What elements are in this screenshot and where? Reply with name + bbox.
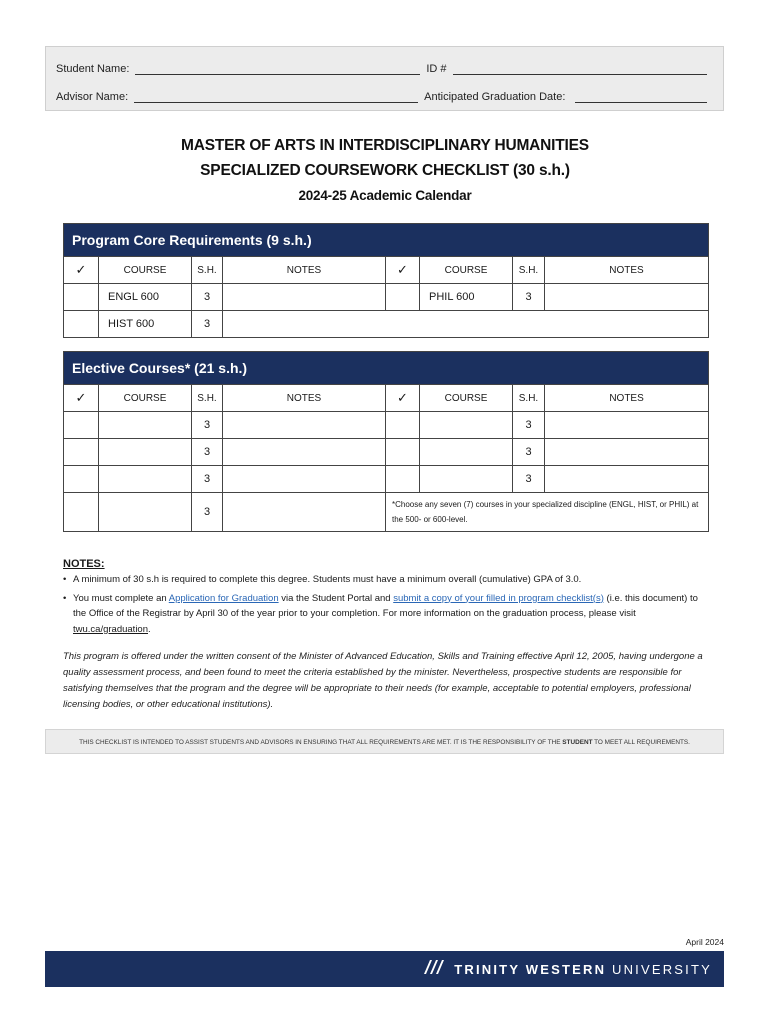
- sh-cell: 3: [192, 412, 223, 439]
- check-cell[interactable]: [64, 439, 99, 466]
- twu-logo-icon: [422, 957, 448, 982]
- check-cell[interactable]: [386, 284, 420, 311]
- course-cell: ENGL 600: [99, 284, 192, 311]
- note-text: (i.e. this document) to the Office of the Registrar by April 30 of the year prior to your completion. For more information on the graduation process, please visit: [73, 592, 698, 619]
- course-column-header: COURSE: [99, 385, 192, 412]
- course-cell[interactable]: [420, 412, 513, 439]
- page-title: MASTER OF ARTS IN INTERDISCIPLINARY HUMANITIES: [181, 137, 589, 154]
- check-column-header: ✓: [386, 257, 420, 284]
- list-item: • A minimum of 30 s.h is required to complete this degree. Students must have a minimum overall (cumulative) GPA of 3.0.: [63, 572, 713, 588]
- check-cell[interactable]: [64, 493, 99, 532]
- course-cell[interactable]: [99, 466, 192, 493]
- id-field[interactable]: [453, 64, 707, 75]
- submit-checklist-link[interactable]: submit a copy of your filled in program checklist(s): [393, 592, 604, 604]
- sh-cell: 3: [513, 284, 545, 311]
- check-cell[interactable]: [386, 466, 420, 493]
- check-cell[interactable]: [386, 439, 420, 466]
- university-name-light: UNIVERSITY: [611, 961, 712, 977]
- course-cell[interactable]: [420, 439, 513, 466]
- notes-cell[interactable]: [223, 466, 386, 493]
- notes-cell[interactable]: [223, 412, 386, 439]
- academic-calendar: 2024-25 Academic Calendar: [298, 188, 472, 203]
- table-row: [64, 284, 709, 311]
- sh-cell: 3: [192, 284, 223, 311]
- notes-cell[interactable]: [545, 284, 709, 311]
- university-logo: [422, 951, 712, 987]
- elective-header-row: [64, 385, 709, 412]
- sh-column-header: S.H.: [513, 257, 545, 284]
- check-cell[interactable]: [64, 412, 99, 439]
- course-column-header: COURSE: [99, 257, 192, 284]
- advisor-name-label: Advisor Name:: [56, 91, 129, 103]
- table-row: [64, 466, 709, 493]
- student-name-label: Student Name:: [56, 63, 130, 75]
- revision-date: April 2024: [685, 937, 724, 947]
- check-column-header: ✓: [386, 385, 420, 412]
- table-row: [64, 439, 709, 466]
- sh-column-header: S.H.: [192, 257, 223, 284]
- check-cell[interactable]: [64, 284, 99, 311]
- course-column-header: COURSE: [420, 257, 513, 284]
- university-name: [454, 962, 712, 977]
- core-requirements-table: [63, 223, 709, 338]
- student-info-box: [45, 46, 724, 111]
- course-cell[interactable]: [99, 412, 192, 439]
- sh-cell: 3: [513, 439, 545, 466]
- grad-date-label: Anticipated Graduation Date:: [424, 91, 566, 103]
- notes-cell[interactable]: [545, 412, 709, 439]
- check-cell[interactable]: [64, 311, 99, 338]
- course-cell: HIST 600: [99, 311, 192, 338]
- check-cell[interactable]: [386, 412, 420, 439]
- sh-column-header: S.H.: [513, 385, 545, 412]
- notes-column-header: NOTES: [545, 385, 709, 412]
- student-name-field[interactable]: [135, 64, 420, 75]
- core-header-row: [64, 257, 709, 284]
- student-info-row: [56, 59, 713, 75]
- notes-cell[interactable]: [223, 493, 386, 532]
- notes-cell[interactable]: [545, 439, 709, 466]
- check-column-header: ✓: [64, 385, 99, 412]
- disclaimer-text: THIS CHECKLIST IS INTENDED TO ASSIST STUDENTS AND ADVISORS IN ENSURING THAT ALL REQUIREMENTS ARE MET. IT IS THE RESPONSIBILITY OF THE: [79, 739, 563, 746]
- notes-column-header: NOTES: [545, 257, 709, 284]
- graduation-info-link[interactable]: twu.ca/graduation: [73, 623, 148, 635]
- table-row: [64, 311, 709, 338]
- elective-footnote: *Choose any seven (7) courses in your specialized discipline (ENGL, HIST, or PHIL) at the 500- or 600-level.: [386, 493, 709, 532]
- table-row: [64, 412, 709, 439]
- sh-cell: 3: [192, 466, 223, 493]
- note-text: .: [148, 623, 151, 635]
- core-section-heading: Program Core Requirements (9 s.h.): [64, 224, 709, 257]
- elective-courses-table: [63, 351, 709, 532]
- notes-cell[interactable]: [223, 284, 386, 311]
- sh-cell: 3: [192, 311, 223, 338]
- notes-list: [63, 572, 713, 640]
- list-item: [63, 591, 713, 638]
- course-cell[interactable]: [99, 493, 192, 532]
- notes-heading: NOTES:: [63, 558, 105, 570]
- notes-cell[interactable]: [223, 439, 386, 466]
- sh-cell: 3: [192, 493, 223, 532]
- note-text: You must complete an: [73, 592, 169, 604]
- note-text: via the Student Portal and: [278, 592, 394, 604]
- notes-cell[interactable]: [545, 466, 709, 493]
- responsibility-disclaimer: [45, 729, 724, 754]
- application-for-graduation-link[interactable]: Application for Graduation: [168, 592, 279, 604]
- disclaimer-text: TO MEET ALL REQUIREMENTS.: [592, 739, 690, 746]
- check-cell[interactable]: [64, 466, 99, 493]
- check-column-header: ✓: [64, 257, 99, 284]
- advisor-name-field[interactable]: [134, 92, 418, 103]
- course-cell: PHIL 600: [420, 284, 513, 311]
- notes-column-header: NOTES: [223, 257, 386, 284]
- table-row: [64, 493, 709, 532]
- sh-cell: 3: [513, 412, 545, 439]
- consent-statement: This program is offered under the written consent of the Minister of Advanced Education, Skills and Training effective April 12, 2005, having undergone a quality assessment process, and been found to meet the criteria established by the minister. Nevertheless, prospective students are responsible for satisfying themselves that the program and the degree will be appropriate to their needs (for example, acceptable to potential employers, professional licensing bodies, or other educational institutions).: [63, 651, 703, 710]
- sh-column-header: S.H.: [192, 385, 223, 412]
- id-label: ID #: [426, 63, 447, 75]
- notes-column-header: NOTES: [223, 385, 386, 412]
- page-subtitle: SPECIALIZED COURSEWORK CHECKLIST (30 s.h.): [200, 162, 570, 179]
- notes-cell[interactable]: [223, 311, 709, 338]
- university-name-bold: TRINITY WESTERN: [454, 961, 612, 977]
- advisor-info-row: [56, 87, 713, 103]
- elective-section-heading: Elective Courses* (21 s.h.): [64, 352, 709, 385]
- course-cell[interactable]: [99, 439, 192, 466]
- disclaimer-emphasis: STUDENT: [562, 739, 593, 746]
- sh-cell: 3: [513, 466, 545, 493]
- footer-bar: [45, 951, 724, 987]
- grad-date-field[interactable]: [575, 92, 707, 103]
- sh-cell: 3: [192, 439, 223, 466]
- course-column-header: COURSE: [420, 385, 513, 412]
- course-cell[interactable]: [420, 466, 513, 493]
